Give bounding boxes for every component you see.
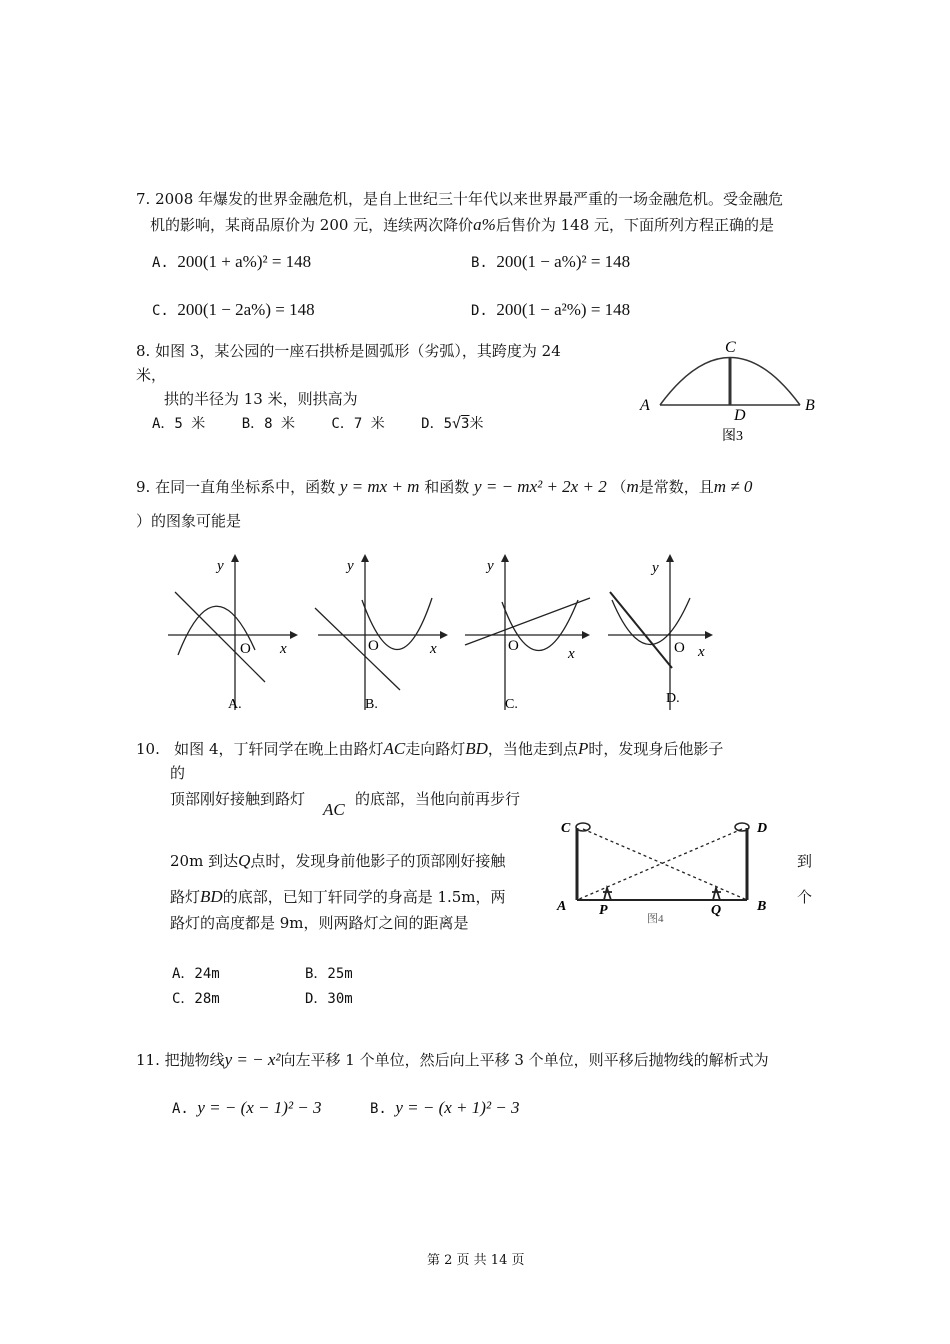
q11-option-b-text: y = − (x + 1)² − 3	[395, 1098, 520, 1117]
axis-y-label: y	[487, 558, 494, 574]
fig3-label-a: A	[640, 397, 650, 414]
q11-option-a	[172, 1098, 322, 1118]
q11-option-a-text: y = − (x − 1)² − 3	[197, 1098, 322, 1117]
fig4-label-p: P	[599, 903, 608, 918]
origin-label: O	[368, 638, 379, 654]
q7-option-b-label: B.	[471, 255, 488, 271]
q9-f2: y = − mx² + 2x + 2	[474, 477, 607, 496]
q10-line4	[170, 850, 505, 871]
q10-option-b: B．25m	[305, 966, 353, 982]
fig4-caption: 图4	[647, 913, 664, 925]
q9-cond: m ≠ 0	[713, 477, 753, 496]
q11-f: y = − x²	[224, 1050, 281, 1069]
q8-line2: 米，	[136, 366, 167, 384]
q7-option-a-text: 200(1 + a%)² = 148	[177, 252, 312, 271]
q9-m: m	[626, 477, 639, 496]
q10-text-d: 时，发现身后他影子	[588, 740, 724, 758]
person-q	[712, 888, 721, 900]
q8-sqrt: 3	[461, 416, 470, 432]
q7-text-a: 机的影响，某商品原价为 200 元，连续两次降价	[150, 216, 474, 234]
axis-y-label: y	[347, 558, 354, 574]
q8-options-text: A．5 米 B．8 米 C．7 米 D．5	[152, 416, 453, 432]
graph-label-a: A.	[228, 697, 242, 712]
q10-option-c: C．28m	[172, 991, 220, 1007]
q7-option-c-text: 200(1 − 2a%) = 148	[177, 300, 315, 319]
q8-line3: 拱的半径为 13 米，则拱高为	[164, 390, 358, 408]
fig3-label-c: C	[725, 339, 736, 356]
axis-x-label: x	[430, 641, 437, 657]
q7-option-d-label: D.	[471, 303, 488, 319]
q9-graph-a	[160, 550, 300, 715]
q11-text-b: 向左平移 1 个单位，然后向上平移 3 个单位，则平移后抛物线的解析式为	[280, 1051, 769, 1069]
q9-text-d: 是常数，且	[638, 478, 714, 496]
fig4-label-q: Q	[711, 903, 722, 918]
fig3-caption: 图3	[722, 429, 743, 444]
q10-text-5b: 的底部，已知丁轩同学的身高是 1.5m，两	[222, 888, 506, 906]
axis-y-label: y	[652, 560, 659, 576]
graph-label-c: C.	[505, 697, 518, 712]
fig4-label-a: A	[557, 899, 567, 914]
q7-option-d-text: 200(1 − a²%) = 148	[496, 300, 631, 319]
q9-text-a: 9. 在同一直角坐标系中，函数	[136, 478, 336, 496]
q10-q: Q	[238, 851, 251, 870]
lamp-c	[576, 823, 590, 831]
q7-option-b	[471, 252, 630, 272]
q10-line6: 路灯的高度都是 9m，则两路灯之间的距离是	[170, 914, 469, 932]
q8-options: A．5 米 B．8 米 C．7 米 D．5√3米	[152, 414, 484, 432]
person-p	[603, 888, 612, 900]
q10-ac-2: AC	[323, 800, 345, 819]
fig4-label-b: B	[757, 899, 767, 914]
q10-text-5a: 路灯	[170, 888, 201, 906]
page-footer: 第 2 页 共 14 页	[427, 1253, 525, 1268]
q7-var: a%	[473, 215, 496, 234]
q10-option-d: D．30m	[305, 991, 353, 1007]
q10-line3a: 顶部刚好接触到路灯	[170, 790, 306, 808]
q7-option-a	[152, 252, 311, 272]
q11-option-a-label: A.	[172, 1101, 189, 1117]
figure-3-arch	[630, 330, 830, 450]
q8-unit: 米	[469, 416, 484, 432]
q10-line2: 的	[170, 764, 186, 782]
q10-ac: AC	[383, 739, 406, 758]
q10-num: 10.	[136, 740, 160, 758]
q11-text-a: 11. 把抛物线	[136, 1051, 225, 1069]
q10-line3b: 的底部，当他向前再步行	[355, 790, 521, 808]
q9-graph-c	[460, 550, 600, 715]
origin-label: O	[240, 641, 251, 657]
q10-line5	[170, 886, 506, 907]
q10-text-4a: 20m 到达	[170, 852, 239, 870]
q10-bd-2: BD	[200, 887, 223, 906]
axis-x-label: x	[568, 646, 575, 662]
q7-option-c-label: C.	[152, 303, 169, 319]
q10-line5c: 个	[797, 888, 813, 906]
axis-x-label: x	[280, 641, 287, 657]
q9-text-c: （	[611, 478, 627, 496]
graph-label-d: D.	[666, 691, 680, 706]
q7-option-a-label: A.	[152, 255, 169, 271]
q11-option-b-label: B.	[370, 1101, 387, 1117]
q10-line1	[136, 738, 723, 759]
q7-option-b-text: 200(1 − a%)² = 148	[496, 252, 631, 271]
lamp-d	[735, 823, 749, 831]
fig4-label-d: D	[757, 821, 768, 836]
q9-line1	[136, 476, 752, 497]
fig4-label-c: C	[561, 821, 571, 836]
q9-graph-b	[310, 550, 450, 715]
q10-bd: BD	[465, 739, 488, 758]
figure-4-streetlights	[555, 812, 785, 927]
q9-f1: y = mx + m	[339, 477, 420, 496]
origin-label: O	[674, 640, 685, 656]
q10-text-c: ，当他走到点	[487, 740, 578, 758]
q10-line4c: 到	[797, 852, 813, 870]
q9-graph-d	[600, 550, 730, 715]
origin-label: O	[508, 638, 519, 654]
axis-x-label: x	[698, 644, 705, 660]
q10-p: P	[577, 739, 589, 758]
q7-line2	[150, 214, 774, 235]
q11-option-b	[370, 1098, 520, 1118]
q10-text-a: 如图 4，丁轩同学在晚上由路灯	[174, 740, 384, 758]
q7-option-c	[152, 300, 315, 320]
q8-line1: 8. 如图 3，某公园的一座石拱桥是圆弧形（劣弧），其跨度为 24	[136, 342, 561, 360]
graph-label-b: B.	[365, 697, 378, 712]
q10-option-a: A．24m	[172, 966, 220, 982]
q10-text-b: 走向路灯	[405, 740, 466, 758]
q7-line1: 7. 2008 年爆发的世界金融危机，是自上世纪三十年代以来世界最严重的一场金融危机。受金融危	[136, 190, 784, 208]
fig3-label-d: D	[734, 407, 746, 424]
axis-y-label: y	[217, 558, 224, 574]
q9-text-b: 和函数	[424, 478, 470, 496]
q11-line1	[136, 1049, 769, 1070]
fig3-label-b: B	[805, 397, 815, 414]
q7-text-b: 后售价为 148 元，下面所列方程正确的是	[495, 216, 775, 234]
q9-line2: ）的图象可能是	[136, 512, 242, 530]
q7-option-d	[471, 300, 630, 320]
q10-text-4b: 点时，发现身前他影子的顶部刚好接触	[250, 852, 506, 870]
